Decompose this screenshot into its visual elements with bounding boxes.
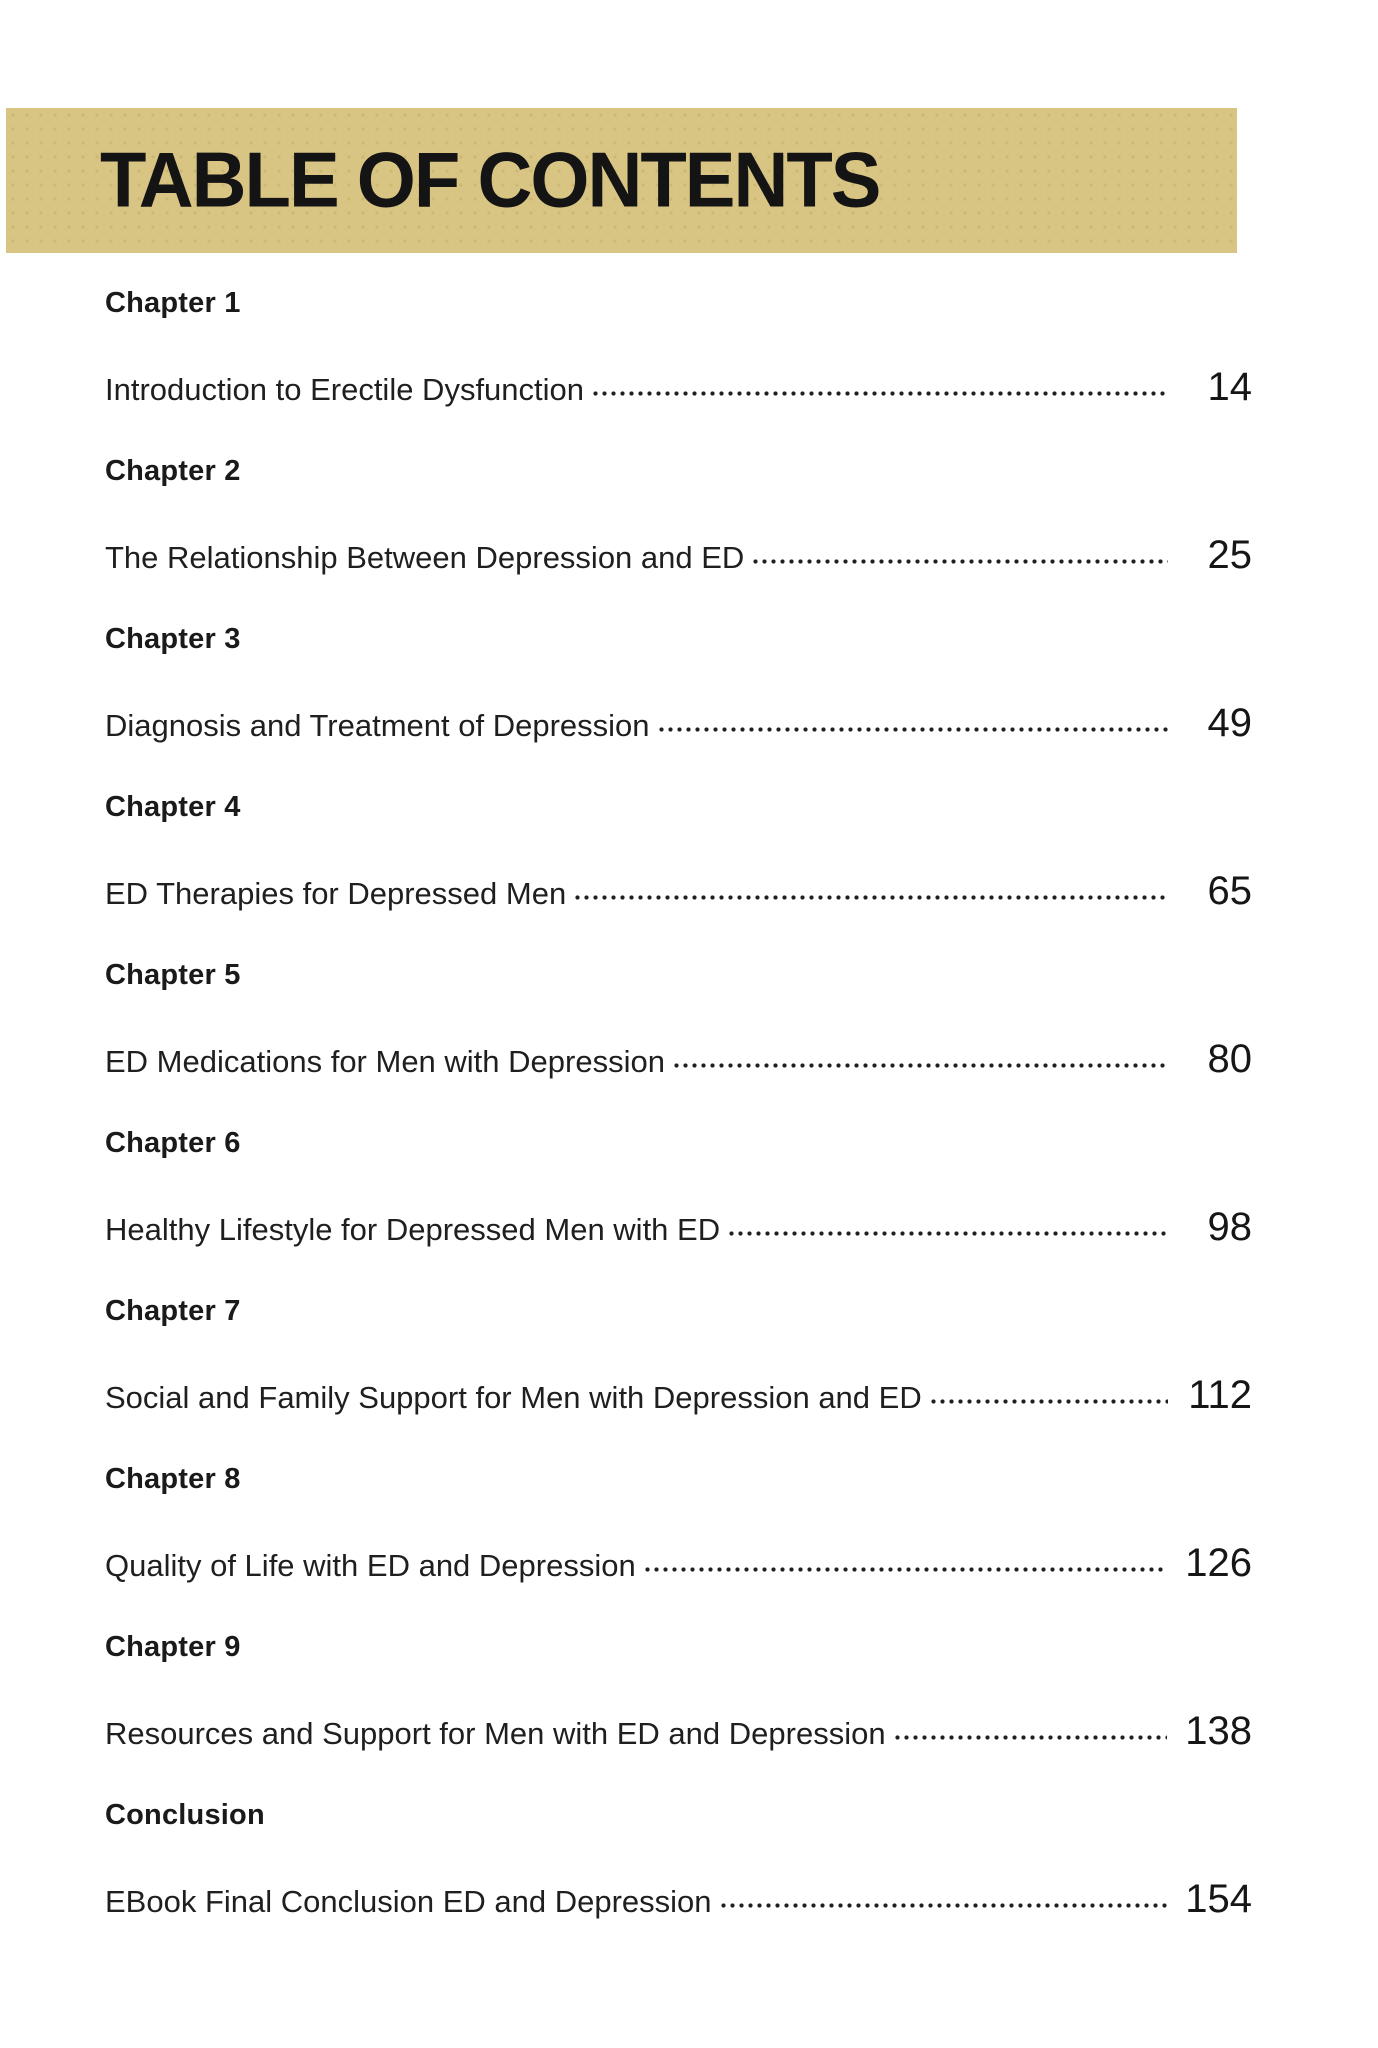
chapter-heading-row	[105, 597, 1252, 681]
page-number: 14	[1207, 364, 1252, 409]
chapter-heading-row	[105, 1101, 1252, 1185]
entry-row	[105, 849, 1252, 933]
toc-entry	[105, 1269, 1252, 1437]
entry-line	[105, 365, 1252, 410]
dotted-leader	[727, 1228, 1168, 1238]
chapter-label: Chapter 8	[105, 1462, 241, 1495]
title-band	[6, 108, 1237, 253]
page-number: 112	[1188, 1372, 1252, 1417]
entry-title: ED Medications for Men with Depression	[105, 1043, 665, 1079]
chapter-heading-row	[105, 1605, 1252, 1689]
toc-entry	[105, 765, 1252, 933]
chapter-heading-row	[105, 429, 1252, 513]
dotted-leader	[573, 892, 1168, 902]
page-number: 98	[1207, 1204, 1252, 1249]
chapter-label: Chapter 2	[105, 454, 241, 487]
entry-title: Quality of Life with ED and Depression	[105, 1547, 636, 1583]
page-number: 80	[1207, 1036, 1252, 1081]
entry-line	[105, 1373, 1252, 1418]
entry-row	[105, 513, 1252, 597]
chapter-heading-row	[105, 1773, 1252, 1857]
dotted-leader	[643, 1564, 1168, 1574]
page-title: TABLE OF CONTENTS	[100, 137, 880, 224]
entry-line	[105, 869, 1252, 914]
page-number: 49	[1207, 700, 1252, 745]
entry-row	[105, 1353, 1252, 1437]
entry-title: Resources and Support for Men with ED and Depression	[105, 1715, 886, 1751]
chapter-label: Chapter 3	[105, 622, 241, 655]
toc-list	[105, 261, 1252, 1941]
dotted-leader	[657, 724, 1168, 734]
chapter-label: Chapter 7	[105, 1294, 241, 1327]
entry-title: Diagnosis and Treatment of Depression	[105, 707, 650, 743]
entry-title: ED Therapies for Depressed Men	[105, 875, 567, 911]
entry-line	[105, 1541, 1252, 1586]
dotted-leader	[591, 388, 1168, 398]
chapter-label: Chapter 6	[105, 1126, 241, 1159]
toc-entry	[105, 1437, 1252, 1605]
toc-entry	[105, 429, 1252, 597]
page-number: 138	[1185, 1708, 1252, 1753]
chapter-heading-row	[105, 933, 1252, 1017]
chapter-heading-row	[105, 1269, 1252, 1353]
page-number: 25	[1207, 532, 1252, 577]
toc-entry	[105, 1101, 1252, 1269]
entry-row	[105, 681, 1252, 765]
dotted-leader	[751, 556, 1168, 566]
entry-row	[105, 1689, 1252, 1773]
entry-row	[105, 1017, 1252, 1101]
chapter-heading-row	[105, 765, 1252, 849]
entry-row	[105, 1521, 1252, 1605]
entry-line	[105, 533, 1252, 578]
entry-row	[105, 1185, 1252, 1269]
entry-line	[105, 1205, 1252, 1250]
entry-line	[105, 1709, 1252, 1754]
chapter-heading-row	[105, 1437, 1252, 1521]
chapter-heading-row	[105, 261, 1252, 345]
entry-title: EBook Final Conclusion ED and Depression	[105, 1883, 712, 1919]
dotted-leader	[719, 1900, 1168, 1910]
chapter-label: Chapter 4	[105, 790, 241, 823]
chapter-label: Chapter 1	[105, 286, 241, 319]
page-number: 65	[1207, 868, 1252, 913]
dotted-leader	[893, 1732, 1168, 1742]
page-number: 126	[1185, 1540, 1252, 1585]
dotted-leader	[929, 1396, 1168, 1406]
toc-entry	[105, 597, 1252, 765]
entry-title: Introduction to Erectile Dysfunction	[105, 371, 585, 407]
entry-title: Social and Family Support for Men with Depression and ED	[105, 1379, 922, 1415]
entry-line	[105, 1877, 1252, 1922]
page-number: 154	[1185, 1876, 1252, 1921]
chapter-label: Chapter 5	[105, 958, 241, 991]
toc-entry	[105, 1605, 1252, 1773]
dotted-leader	[672, 1060, 1168, 1070]
entry-line	[105, 701, 1252, 746]
toc-entry	[105, 933, 1252, 1101]
chapter-label: Chapter 9	[105, 1630, 241, 1663]
entry-title: The Relationship Between Depression and ED	[105, 539, 745, 575]
chapter-label: Conclusion	[105, 1798, 265, 1831]
toc-entry	[105, 261, 1252, 429]
entry-title: Healthy Lifestyle for Depressed Men with ED	[105, 1211, 721, 1247]
toc-entry	[105, 1773, 1252, 1941]
entry-line	[105, 1037, 1252, 1082]
entry-row	[105, 345, 1252, 429]
entry-row	[105, 1857, 1252, 1941]
